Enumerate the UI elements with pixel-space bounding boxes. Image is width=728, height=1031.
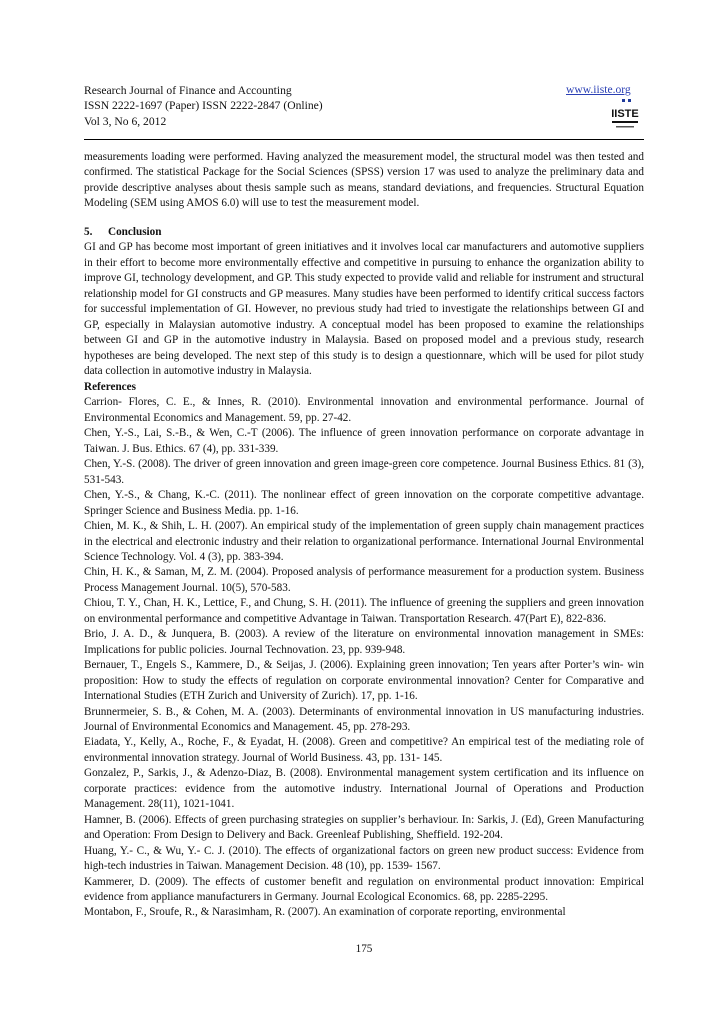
conclusion-number: 5. <box>84 226 93 238</box>
reference-item: Eiadata, Y., Kelly, A., Roche, F., & Eyadat, H. (2008). Green and competitive? An empirical test of the mediating role of environmental innovation strategy. Journal of World Business. 43, pp. 131- 145. <box>84 736 644 764</box>
journal-issn: ISSN 2222-1697 (Paper) ISSN 2222-2847 (Online) <box>84 99 323 113</box>
reference-item: Montabon, F., Sroufe, R., & Narasimham, R. (2007). An examination of corporate reporting, environmental <box>84 906 566 919</box>
reference-item: Chen, Y.-S., & Chang, K.-C. (2011). The nonlinear effect of green innovation on the corporate competitive advantage. Springer Science and Business Media. pp. 1-16. <box>84 489 644 517</box>
reference-item: Kammerer, D. (2009). The effects of customer benefit and regulation on environmental product innovation: Empirical evidence from appliance manufacturers in Germany. Journal Ecological Economics. 68, pp. 2285-2295. <box>84 875 644 903</box>
conclusion-heading <box>84 225 644 240</box>
iiste-logo <box>610 99 640 133</box>
intro-section <box>84 150 644 212</box>
reference-item: Brio, J. A. D., & Junquera, B. (2003). A review of the literature on environmental innovation management in SMEs: Implications for public policies. Journal Technovation. 23, pp. 939-948. <box>84 628 644 656</box>
reference-item: Chien, M. K., & Shih, L. H. (2007). An empirical study of the implementation of green supply chain management practices in the electrical and electronic industry and their relation to organizational performance. International Journal Environmental Science Technology. Vol. 4 (3), pp. 383-394. <box>84 520 644 563</box>
references-heading: References <box>84 381 136 393</box>
journal-title: Research Journal of Finance and Accounting <box>84 84 292 97</box>
references-section <box>84 380 644 921</box>
reference-item: Hamner, B. (2006). Effects of green purchasing strategies on supplier’s berhaviour. In: Sarkis, J. (Ed), Green Manufacturing and Operation: From Design to Delivery and Back. Greenleaf Publishing, Sheffield. 192-204. <box>84 813 644 842</box>
page-number: 175 <box>355 943 373 955</box>
intro-paragraph: measurements loading were performed. Having analyzed the measurement model, the structural model was then tested and confirmed. The statistical Package for the Social Sciences (SPSS) version 17 was used to analyze the preliminary data and provide descriptive analyses about thesis sample such as means, standard deviations, and frequencies. Structural Equation Modeling (SEM using AMOS 6.0) will use to test the measurement model. <box>84 151 644 210</box>
reference-item: Huang, Y.- C., & Wu, Y.- C. J. (2010). The effects of organizational factors on green new product success: Evidence from high-tech industries in Taiwan. Management Decision. 48 (10), pp. 1539- 1567. <box>84 844 644 873</box>
journal-volume: Vol 3, No 6, 2012 <box>84 114 167 128</box>
reference-item: Chen, Y.-S., Lai, S.-B., & Wen, C.-T (2006). The influence of green innovation performance on corporate advantage in Taiwan. J. Bus. Ethics. 67 (4), pp. 331-339. <box>84 427 644 455</box>
reference-item: Brunnermeier, S. B., & Cohen, M. A. (2003). Determinants of environmental innovation in US manufacturing industries. Journal of Environmental Economics and Management. 45, pp. 278-293. <box>84 705 644 733</box>
reference-item: Carrion- Flores, C. E., & Innes, R. (2010). Environmental innovation and environmental performance. Journal of Environmental Economics and Management. 59, pp. 27-42. <box>84 396 644 424</box>
journal-header <box>84 83 323 129</box>
reference-item: Chen, Y.-S. (2008). The driver of green innovation and green image-green core competence. Journal Business Ethics. 81 (3), 531-543. <box>84 458 644 486</box>
reference-item: Chiou, T. Y., Chan, H. K., Lettice, F., and Chung, S. H. (2011). The influence of greening the suppliers and green innovation on environmental performance and competitive Advantage in Taiwan. Transportation Research. 47(Part E), 822-836. <box>84 597 644 625</box>
reference-item: Bernauer, T., Engels S., Kammere, D., & Seijas, J. (2006). Explaining green innovation; Ten years after Porter’s win- win proposition: How to study the effects of regulation on corporate environmental innovation? Center for Comparative and International Studies (ETH Zurich and University of Zurich). 17, pp. 1-16. <box>84 659 644 703</box>
reference-item: Chin, H. K., & Saman, M, Z. M. (2004). Proposed analysis of performance measurement for a production system. Business Process Management Journal. 10(5), 570-583. <box>84 566 644 594</box>
conclusion-section <box>84 225 644 380</box>
journal-url-link[interactable]: www.iiste.org <box>566 83 631 96</box>
conclusion-paragraph: GI and GP has become most important of green initiatives and it involves local car manufacturers and automotive suppliers in their effort to become more environmentally effective and competitive in pursuing to enhance the organization ability to improve GI, technology development, and GP. This study expected to provide valid and reliable for instrument and structural relationship model for GI constructs and GP measures. Many studies have been performed to identify critical success factors for successful implementation of GI. However, no previous study had tried to investigate the relationships between GI and GP, especially in Malaysian automotive industry. A conceptual model has been proposed to examine the relationships between GI and GP in the automotive industry in Malaysia. Based on proposed model and a previous study, research hypotheses are being developed. The next step of this study is to design a questionnare, which will be used for pilot study data collection in automotive industry in Malaysia. <box>84 241 644 378</box>
conclusion-title: Conclusion <box>108 226 162 238</box>
iiste-logo-text: IISTE <box>611 108 639 120</box>
reference-item: Gonzalez, P., Sarkis, J., & Adenzo-Diaz, B. (2008). Environmental management system certification and its influence on corporate practices: evidence from the automotive industry. International Journal of Operations and Production Management. 28(11), 1021-1041. <box>84 767 644 811</box>
header-divider <box>84 139 644 140</box>
